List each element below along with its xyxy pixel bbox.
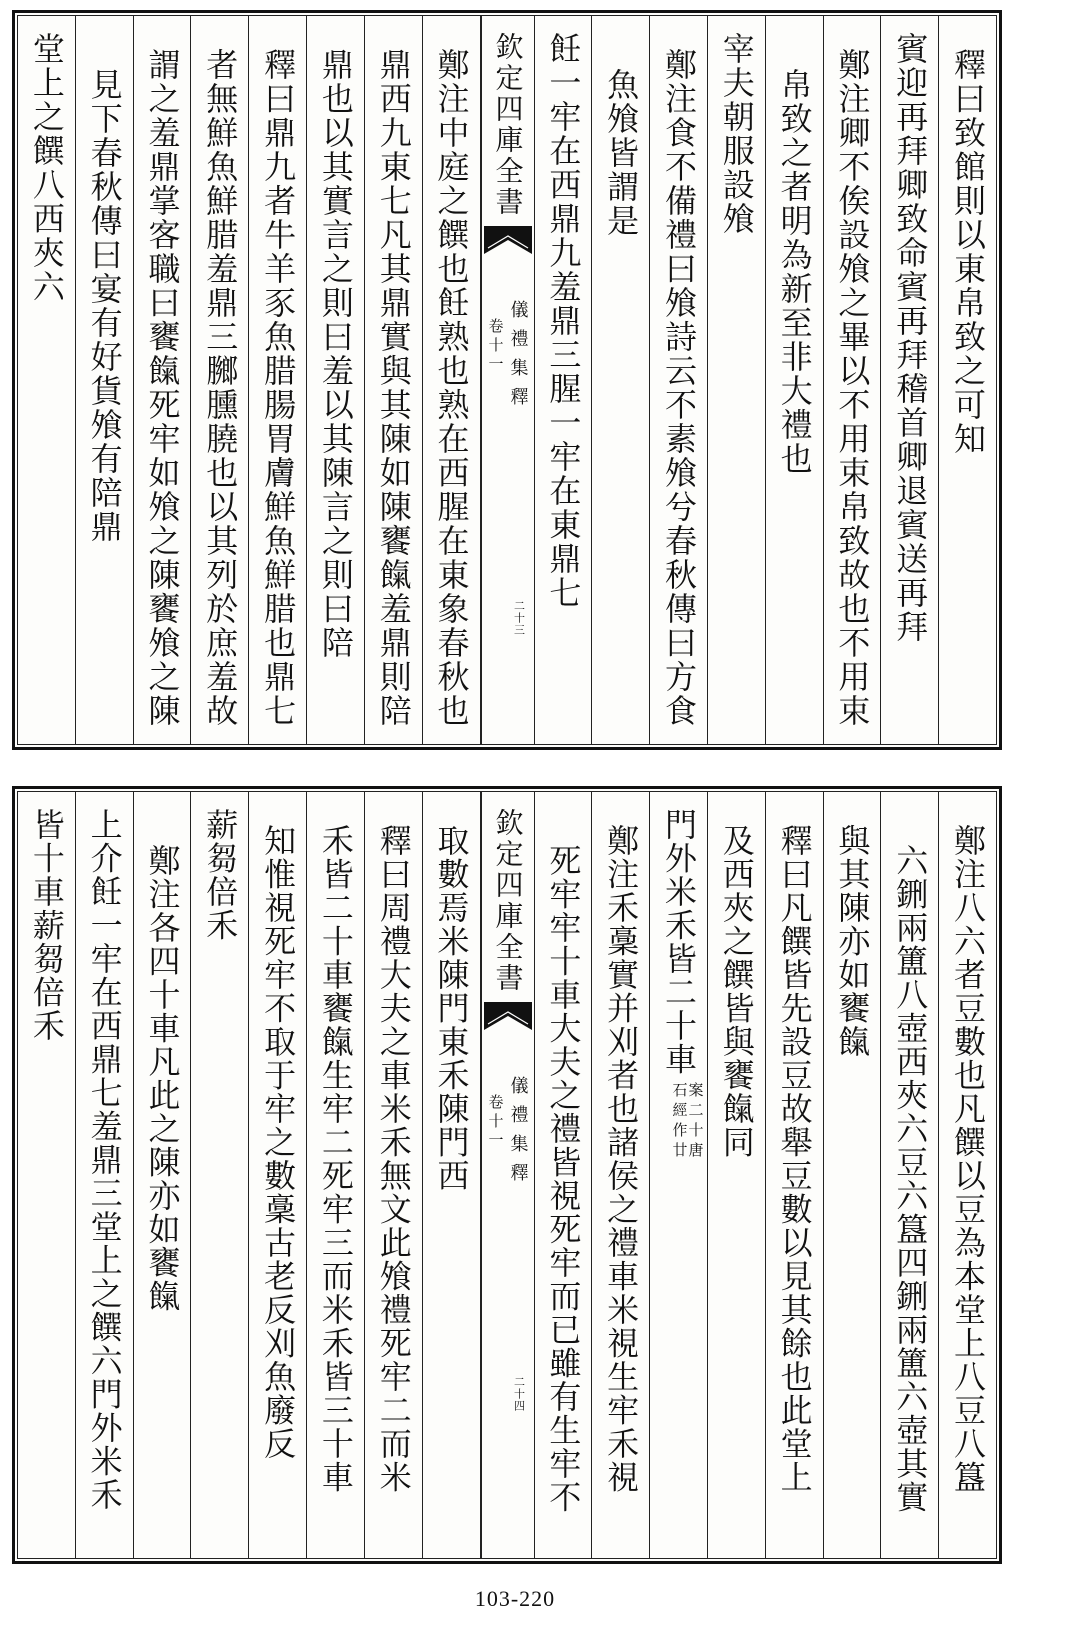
work-title: 儀禮集釋 bbox=[507, 1076, 529, 1192]
volume-label: 卷十一 bbox=[486, 318, 505, 375]
note-line-1: 案二十唐 bbox=[686, 1082, 705, 1162]
bottom-text-column-11: 禾皆二十車饔餼生牢二死牢三而米禾皆三十車 bbox=[306, 792, 364, 1558]
top-leaf-panel bbox=[12, 10, 1002, 750]
bottom-text-column-16: 皆十車薪芻倍禾 bbox=[27, 808, 66, 1043]
column-main-text: 門外米禾皆二十車 bbox=[659, 808, 698, 1076]
collation-note bbox=[671, 1082, 703, 1162]
top-text-column-8: 飪一牢在西鼎九羞鼎三腥一牢在東鼎七 bbox=[534, 16, 592, 744]
top-text-column-6: 鄭注食不備禮曰飧詩云不素飧兮春秋傳曰方食 bbox=[649, 16, 707, 744]
note-line-2: 石經作廿 bbox=[670, 1082, 689, 1162]
bottom-text-column-9: 取數焉米陳門東禾陳門西 bbox=[422, 792, 480, 1558]
bottom-text-column-14: 鄭注各四十車凡此之陳亦如饔餼 bbox=[133, 792, 191, 1558]
top-text-column-9: 鄭注中庭之饌也飪熟也熟在西腥在東象春秋也 bbox=[422, 16, 480, 744]
fold-subtitle bbox=[487, 1076, 529, 1192]
top-text-column-10: 鼎西九東七凡其鼎實與其陳如陳饔餼羞鼎則陪 bbox=[364, 16, 422, 744]
bottom-text-column-8: 死牢牢十車大夫之禮皆視死牢而已雖有生牢不 bbox=[534, 792, 592, 1558]
fish-tail-ornament-icon bbox=[484, 1000, 532, 1032]
top-text-column-14: 謂之羞鼎掌客職曰饔餼死牢如飧之陳饔飧之陳 bbox=[133, 16, 191, 744]
fold-subtitle bbox=[487, 300, 529, 416]
top-leaf-frame bbox=[17, 15, 997, 745]
top-text-column-7: 魚飧皆謂是 bbox=[591, 16, 649, 744]
top-text-column-4: 帛致之者明為新至非大禮也 bbox=[765, 16, 823, 744]
bottom-text-column-13: 薪芻倍禾 bbox=[190, 792, 248, 1558]
leaf-number: 二十四 bbox=[512, 1376, 526, 1412]
top-text-column-16: 堂上之饌八西夾六 bbox=[27, 32, 66, 304]
bottom-text-column-7: 鄭注禾稾實并刈者也諸侯之禮車米視生牢禾視 bbox=[591, 792, 649, 1558]
bottom-text-column-3: 與其陳亦如饔餼 bbox=[823, 792, 881, 1558]
top-center-fold bbox=[480, 16, 534, 744]
bottom-leaf-panel bbox=[12, 786, 1002, 1564]
bottom-text-column-10: 釋曰周禮大夫之車米禾無文此飧禮死牢二而米 bbox=[364, 792, 422, 1558]
leaf-number: 二十三 bbox=[512, 600, 526, 636]
top-text-column-1: 釋曰致館則以東帛致之可知 bbox=[938, 16, 996, 744]
bottom-text-column-6 bbox=[649, 792, 707, 1558]
bottom-center-fold bbox=[480, 792, 534, 1558]
work-title: 儀禮集釋 bbox=[507, 300, 529, 416]
bottom-text-column-15: 上介飪一牢在西鼎七羞鼎三堂上之饌六門外米禾 bbox=[75, 792, 133, 1558]
top-text-column-11: 鼎也以其實言之則曰羞以其陳言之則曰陪 bbox=[306, 16, 364, 744]
bottom-text-column-5: 及西夾之饌皆與饔餼同 bbox=[707, 792, 765, 1558]
top-text-column-13: 者無鮮魚鮮腊羞鼎三膷臐膮也以其列於庶羞故 bbox=[190, 16, 248, 744]
bottom-text-column-1: 鄭注八六者豆數也凡饌以豆為本堂上八豆八簋 bbox=[938, 792, 996, 1558]
bottom-leaf-frame bbox=[17, 791, 997, 1559]
bottom-text-column-4: 釋曰凡饌皆先設豆故舉豆數以見其餘也此堂上 bbox=[765, 792, 823, 1558]
volume-label: 卷十一 bbox=[486, 1094, 505, 1151]
series-title: 欽定四庫全書 bbox=[491, 808, 525, 994]
top-text-column-3: 鄭注卿不俟設飧之畢以不用束帛致故也不用束 bbox=[823, 16, 881, 744]
fish-tail-ornament-icon bbox=[484, 224, 532, 256]
page-number: 103-220 bbox=[474, 1586, 556, 1611]
top-text-column-5: 宰夫朝服設飧 bbox=[707, 16, 765, 744]
top-text-column-12: 釋曰鼎九者牛羊豕魚腊腸胃膚鮮魚鮮腊也鼎七 bbox=[248, 16, 306, 744]
series-title: 欽定四庫全書 bbox=[491, 32, 525, 218]
bottom-text-column-2: 六鉶兩簠八壺西夾六豆六簋四鉶兩簠六壺其實 bbox=[880, 792, 938, 1558]
top-text-column-2: 賓迎再拜卿致命賓再拜稽首卿退賓送再拜 bbox=[880, 16, 938, 744]
top-text-column-15: 見下春秋傳曰宴有好貨飧有陪鼎 bbox=[75, 16, 133, 744]
bottom-text-column-12: 知惟視死牢不取于牢之數稾古老反刈魚廢反 bbox=[248, 792, 306, 1558]
